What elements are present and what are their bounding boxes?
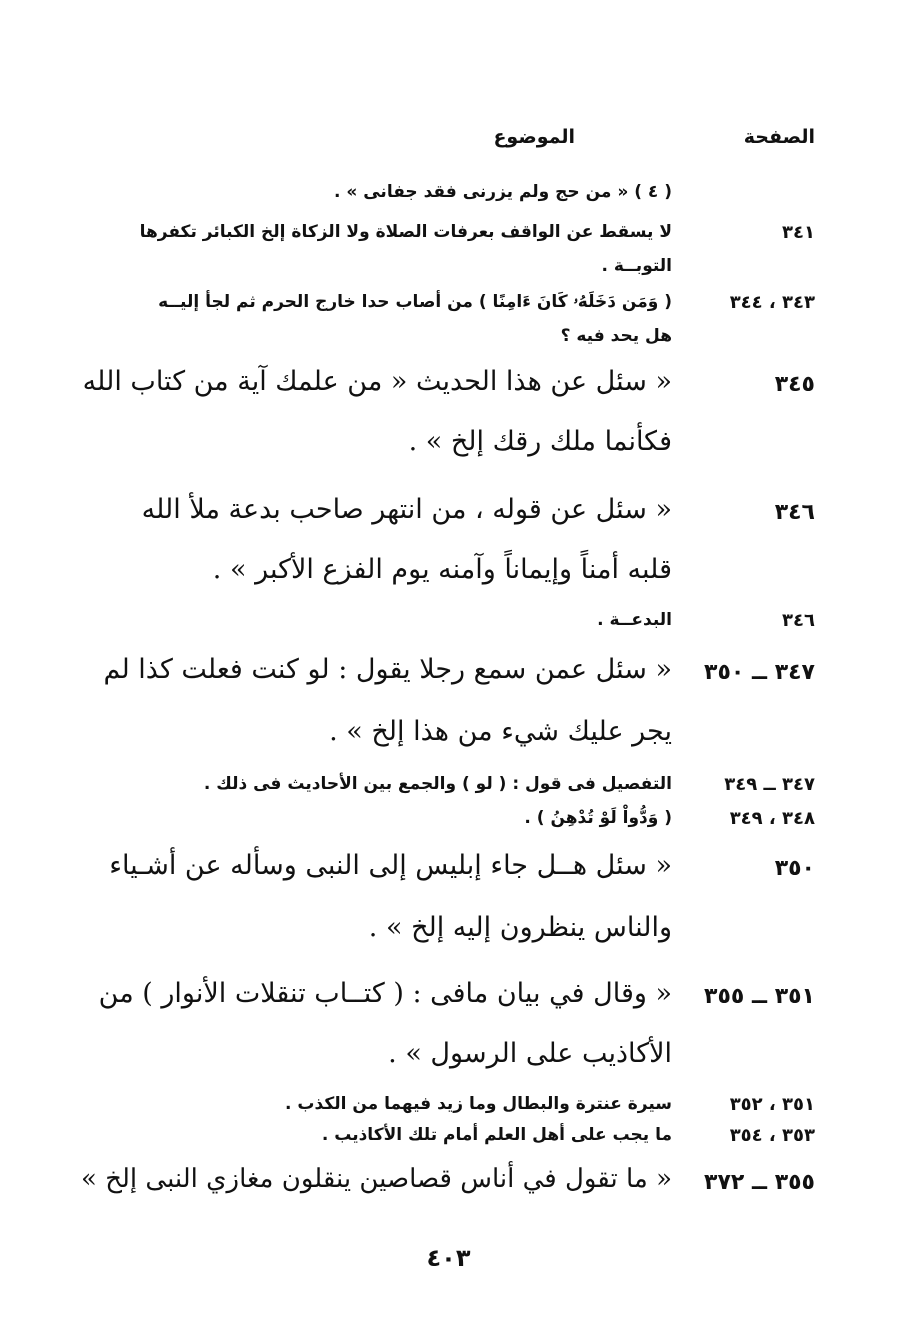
entry-topic: « سئل عن قوله ، من انتهر صاحب بدعة ملأ الله — [141, 494, 672, 525]
entry-topic-cont: الأكاذيب على الرسول » . — [388, 1038, 672, 1069]
page-column-header: الصفحة — [743, 126, 815, 148]
entry-page: ٣٥٥ ــ ٣٧٢ — [704, 1170, 815, 1195]
entry-page: ٣٥١ ــ ٣٥٥ — [704, 984, 815, 1009]
entry-topic: لا يسقط عن الواقف بعرفات الصلاة ولا الزكاة إلخ الكبائر تكفرها — [139, 222, 672, 242]
entry-topic-cont: والناس ينظرون إليه إلخ » . — [368, 912, 672, 943]
entry-topic: البدعــة . — [597, 610, 672, 630]
entry-topic: التفصيل فى قول : ( لو ) والجمع بين الأحاديث فى ذلك . — [203, 774, 672, 794]
entry-topic: « وقال في بيان مافى : ( كتــاب تنقلات الأنوار ) من — [98, 978, 672, 1009]
entry-topic: « ما تقول في أناس قصاصين ينقلون مغازي النبى إلخ » — [81, 1164, 672, 1194]
entry-page: ٣٤١ — [782, 222, 815, 243]
entry-topic: « سئل هــل جاء إبليس إلى النبى وسأله عن أشـياء — [109, 850, 672, 881]
entry-page: ٣٥٣ ، ٣٥٤ — [729, 1125, 815, 1146]
topic-column-header: الموضوع — [493, 126, 575, 148]
entry-topic: ( وَمَن دَخَلَهُۥ كَانَ ءَامِنًا ) من أصاب حدا خارج الحرم ثم لجأ إليــه — [158, 292, 672, 312]
entry-topic: سيرة عنترة والبطال وما زيد فيهما من الكذب . — [285, 1094, 672, 1114]
entry-topic-cont: يجر عليك شيء من هذا إلخ » . — [329, 716, 672, 747]
entry-topic-cont: قلبه أمناً وإيماناً وآمنه يوم الفزع الأكبر » . — [212, 554, 672, 585]
entry-page: ٣٤٦ — [782, 610, 815, 631]
entry-page: ٣٤٧ ــ ٣٤٩ — [724, 774, 815, 795]
entry-topic: ( وَدُّواْ لَوْ تُدْهِنُ ) . — [524, 808, 672, 828]
entry-topic-cont: فكأنما ملك رقك إلخ » . — [408, 426, 672, 457]
entry-page: ٣٤٣ ، ٣٤٤ — [729, 292, 815, 313]
entry-page: ٣٤٦ — [774, 500, 815, 525]
entry-page: ٣٤٧ ــ ٣٥٠ — [704, 660, 815, 685]
entry-topic-cont: التوبــة . — [601, 256, 672, 276]
entry-topic: « سئل عمن سمع رجلا يقول : لو كنت فعلت كذا لم — [103, 654, 672, 685]
entry-page: ٣٥١ ، ٣٥٢ — [729, 1094, 815, 1115]
entry-page: ٣٥٠ — [774, 856, 815, 881]
entry-topic-cont: هل يحد فيه ؟ — [560, 326, 672, 346]
entry-page: ٣٤٥ — [774, 372, 815, 397]
entry-page: ٣٤٨ ، ٣٤٩ — [729, 808, 815, 829]
entry-topic: « سئل عن هذا الحديث « من علمك آية من كتاب الله — [82, 366, 672, 397]
entry-topic: ما يجب على أهل العلم أمام تلك الأكاذيب . — [321, 1125, 672, 1145]
page-number: ٤٠٣ — [426, 1244, 471, 1272]
entry-topic: ( ٤ ) « من حج ولم يزرنى فقد جفانى » . — [333, 182, 672, 202]
